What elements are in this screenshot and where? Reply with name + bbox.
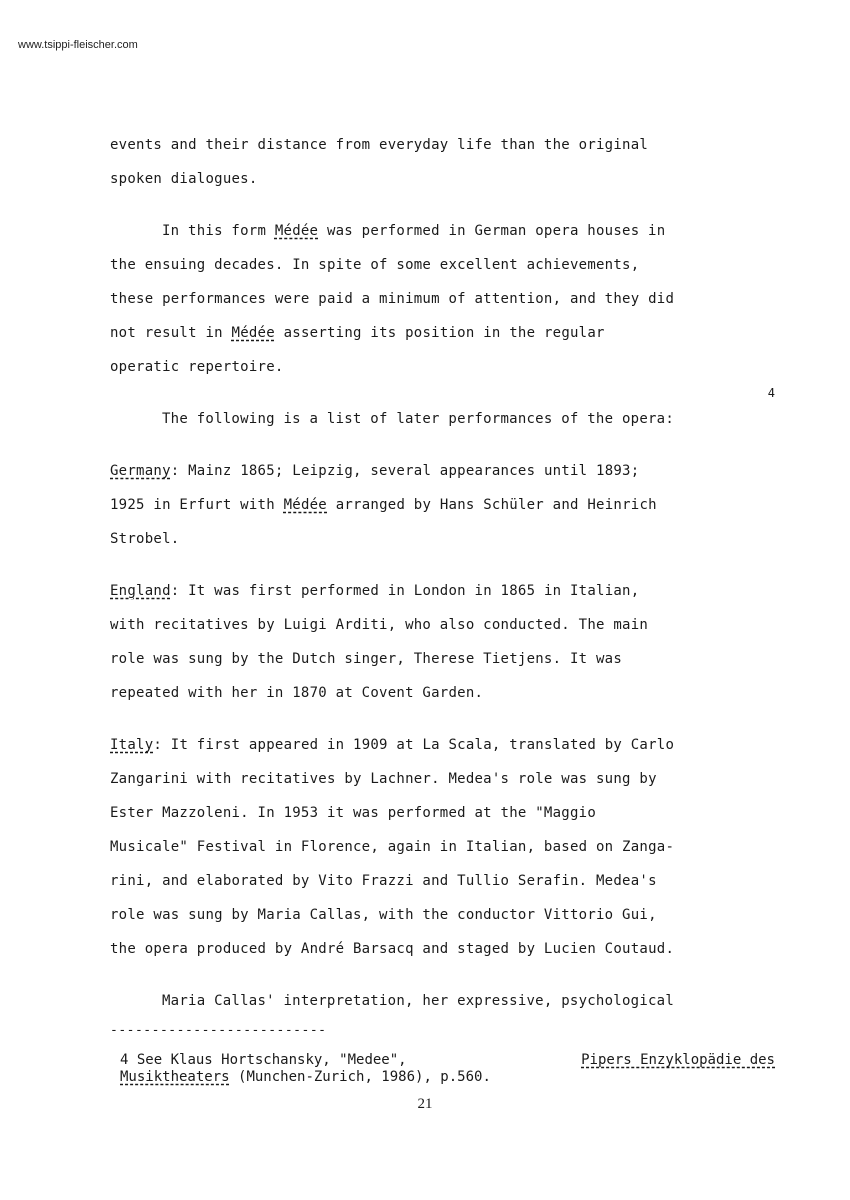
footnote-reference: 4 bbox=[767, 386, 775, 400]
text-line: not result in Médée asserting its position in the regular bbox=[110, 325, 605, 341]
page-body bbox=[110, 128, 775, 1086]
opera-title: Médée bbox=[274, 223, 319, 239]
footnote-book-title: Musiktheaters bbox=[120, 1069, 230, 1085]
page-number: 21 bbox=[417, 1096, 433, 1112]
footnote bbox=[110, 1052, 775, 1086]
opera-title: Médée bbox=[283, 497, 327, 513]
footnote-number: 4 bbox=[120, 1052, 129, 1068]
text-line: role was sung by Maria Callas, with the conductor Vittorio Gui, bbox=[110, 907, 657, 923]
text-line: Musicale" Festival in Florence, again in Italian, based on Zanga- bbox=[110, 839, 675, 855]
text-line: the opera produced by André Barsacq and staged by Lucien Coutaud. bbox=[110, 941, 675, 957]
paragraph-callas: Maria Callas' interpretation, her expressive, psychological bbox=[162, 993, 675, 1009]
text-line: Zangarini with recitatives by Lachner. Medea's role was sung by bbox=[110, 771, 657, 787]
paragraph-performance-history bbox=[110, 214, 775, 384]
section-germany bbox=[110, 454, 775, 556]
text-line: The following is a list of later performances of the opera: bbox=[162, 411, 675, 427]
text-line: operatic repertoire. bbox=[110, 359, 284, 375]
text-line: rini, and elaborated by Vito Frazzi and Tullio Serafin. Medea's bbox=[110, 873, 657, 889]
text-line: spoken dialogues. bbox=[110, 171, 258, 187]
country-label: Germany bbox=[110, 463, 171, 479]
country-label: England bbox=[110, 583, 171, 599]
section-england bbox=[110, 574, 775, 710]
text-line: In this form Médée was performed in German opera houses in bbox=[162, 223, 666, 239]
text-line: with recitatives by Luigi Arditi, who also conducted. The main bbox=[110, 617, 649, 633]
footnote-line: 4 See Klaus Hortschansky, "Medee", Pipers Enzyklopädie des bbox=[120, 1052, 775, 1068]
text-line: repeated with her in 1870 at Covent Garden. bbox=[110, 685, 484, 701]
country-label: Italy bbox=[110, 737, 154, 753]
text-line: 1925 in Erfurt with Médée arranged by Hans Schüler and Heinrich bbox=[110, 497, 657, 513]
opera-title: Médée bbox=[231, 325, 275, 341]
text-line: the ensuing decades. In spite of some excellent achievements, bbox=[110, 257, 640, 273]
text-line: Italy: It first appeared in 1909 at La Scala, translated by Carlo bbox=[110, 737, 675, 753]
paragraph-list-intro bbox=[110, 386, 775, 436]
text-line: Germany: Mainz 1865; Leipzig, several appearances until 1893; bbox=[110, 463, 640, 479]
text-line: Strobel. bbox=[110, 531, 180, 547]
text-line: these performances were paid a minimum of attention, and they did bbox=[110, 291, 675, 307]
footnote-line: Musiktheaters (Munchen-Zurich, 1986), p.560. bbox=[120, 1069, 491, 1085]
paragraph-continuation bbox=[110, 128, 775, 196]
footnote-book-title: Pipers Enzyklopädie des bbox=[581, 1052, 775, 1068]
text-line: role was sung by the Dutch singer, Therese Tietjens. It was bbox=[110, 651, 623, 667]
text-line: Ester Mazzoleni. In 1953 it was performed at the "Maggio bbox=[110, 805, 597, 821]
section-italy bbox=[110, 728, 775, 966]
text-line: England: It was first performed in London in 1865 in Italian, bbox=[110, 583, 640, 599]
footnote-separator: -------------------------- bbox=[110, 1024, 327, 1038]
source-url: www.tsippi-fleischer.com bbox=[18, 39, 138, 51]
text-line: events and their distance from everyday life than the original bbox=[110, 137, 649, 153]
